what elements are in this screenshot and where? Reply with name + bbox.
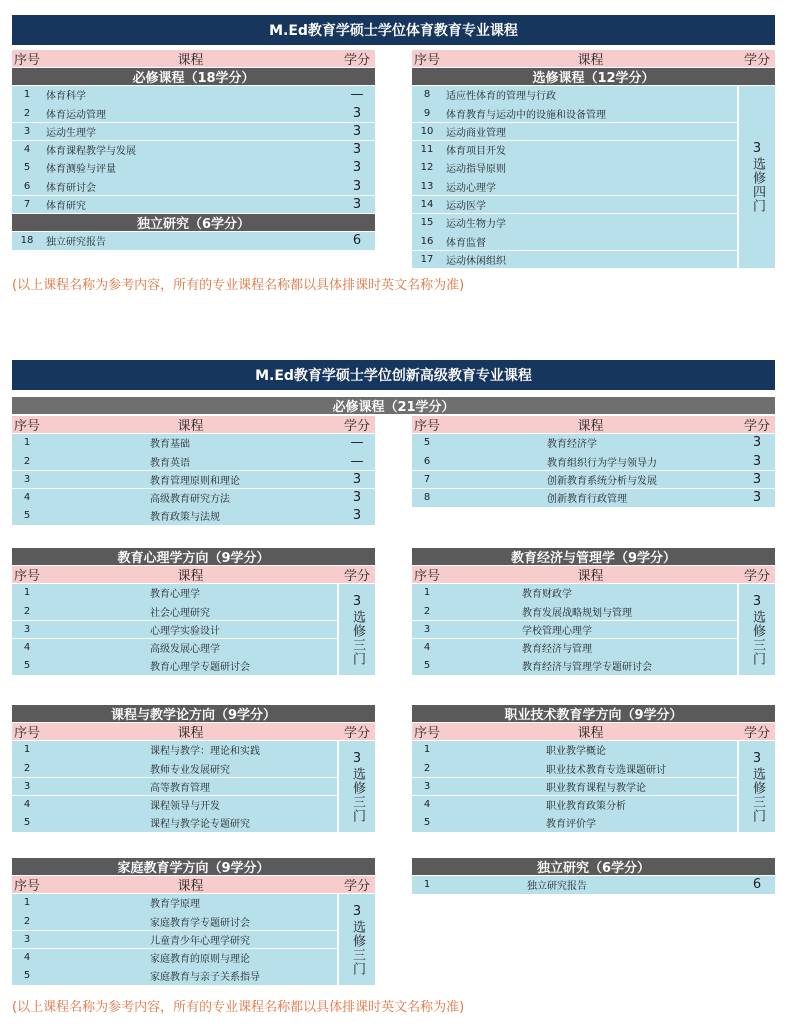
table-row: 5 教育经济与管理学专题研讨会 — [412, 657, 737, 675]
section1-title: M.Ed教育学硕士学位体育教育专业课程 — [269, 23, 518, 39]
table-row: 10 运动商业管理 — [412, 123, 737, 141]
table-row: 1 体育科学 — — [12, 86, 375, 104]
track-title: 课程与教学论方向（9学分） — [12, 705, 375, 722]
track-title: 家庭教育学方向（9学分） — [12, 858, 375, 875]
track-table-4 — [12, 858, 375, 985]
table-header: 序号 课程 学分 — [12, 416, 375, 433]
table-row: 11 体育项目开发 — [412, 141, 737, 159]
table-header: 序号 课程 学分 — [412, 723, 775, 740]
sec1-elective-table — [412, 50, 775, 269]
table-row: 5 教育经济学 3 — [412, 434, 775, 452]
elective-credit-cell — [739, 86, 775, 268]
table-row: 3 心理学实验设计 — [12, 621, 337, 639]
table-row: 7 创新教育系统分析与发展 3 — [412, 471, 775, 489]
table-row: 3 高等教育管理 — [12, 778, 337, 796]
table-header — [412, 50, 775, 67]
header-course: 课程 — [177, 53, 204, 68]
table-header: 序号 课程 学分 — [12, 566, 375, 583]
sec1-note: (以上课程名称为参考内容，所有的专业课程名称都以具体排课时英文名称为准) — [12, 278, 465, 293]
table-row: 2 社会心理研究 — [12, 602, 337, 620]
section2-title-bar — [12, 360, 775, 390]
table-row: 5 家庭教育与亲子关系指导 — [12, 967, 337, 985]
sec1-required-table — [12, 50, 375, 250]
required-section-title: 必修课程（18学分） — [12, 68, 375, 85]
section1-title-bar — [12, 15, 775, 45]
table-row: 1 教育学原理 — [12, 894, 337, 912]
table-row: 3 职业教育课程与教学论 — [412, 778, 737, 796]
research-section-title: 独立研究（6学分） — [412, 858, 775, 875]
table-row: 3 儿童青少年心理学研究 — [12, 931, 337, 949]
table-row: 2 教育英语 — — [12, 452, 375, 470]
table-row: 9 体育教育与运动中的设施和设备管理 — [412, 104, 737, 122]
header-credit: 学分 — [343, 53, 370, 68]
table-row: 6 体育研讨会 3 — [12, 177, 375, 195]
track-title: 职业技术教育学方向（9学分） — [412, 705, 775, 722]
track-table-0 — [12, 548, 375, 675]
table-row: 4 高级教育研究方法 3 — [12, 489, 375, 507]
table-row: 5 教育心理学专题研讨会 — [12, 657, 337, 675]
track-table-2 — [12, 705, 375, 832]
track-table-1 — [412, 548, 775, 675]
table-row: 1 教育财政学 — [412, 584, 737, 602]
table-row: 4 职业教育政策分析 — [412, 796, 737, 814]
table-row: 1 独立研究报告 6 — [412, 876, 775, 894]
table-row: 2 职业技术教育专选课题研讨 — [412, 759, 737, 777]
track-title: 教育经济与管理学（9学分） — [412, 548, 775, 565]
elective-section-title: 选修课程（12学分） — [412, 68, 775, 85]
table-row: 6 教育组织行为学与领导力 3 — [412, 452, 775, 470]
elective-rows — [412, 86, 775, 268]
table-row: 12 运动指导原则 — [412, 159, 737, 177]
table-row: 3 学校管理心理学 — [412, 621, 737, 639]
header-no: 序号 — [14, 53, 41, 68]
table-row: 2 教师专业发展研究 — [12, 759, 337, 777]
table-row: 1 教育心理学 — [12, 584, 337, 602]
table-row: 17 运动休闲组织 — [412, 251, 737, 269]
sec2-research-table — [412, 858, 775, 894]
table-row: 3 运动生理学 3 — [12, 123, 375, 141]
table-header: 序号 课程 学分 — [12, 876, 375, 893]
table-row: 13 运动心理学 — [412, 177, 737, 195]
track-credit-cell: 3 选修三门 — [739, 741, 775, 832]
table-row: 5 课程与教学论专题研究 — [12, 814, 337, 832]
track-credit-cell: 3 选修三门 — [339, 741, 375, 832]
table-row: 7 体育研究 3 — [12, 196, 375, 214]
table-row: 5 教育政策与法规 3 — [12, 507, 375, 525]
table-row: 8 创新教育行政管理 3 — [412, 489, 775, 507]
research-section-title: 独立研究（6学分） — [12, 214, 375, 231]
table-row: 2 家庭教育学专题研讨会 — [12, 912, 337, 930]
table-header: 序号 课程 学分 — [412, 566, 775, 583]
required-rows — [12, 86, 375, 213]
table-row: 4 课程领导与开发 — [12, 796, 337, 814]
elective-rule: 选修四门 — [750, 157, 765, 213]
sec2-required-title: 必修课程（21学分） — [12, 397, 775, 414]
table-row: 4 教育经济与管理 — [412, 639, 737, 657]
table-row: 5 教育评价学 — [412, 814, 737, 832]
track-credit-cell: 3 选修三门 — [339, 894, 375, 985]
elective-credit: 3 — [752, 141, 762, 156]
table-row: 5 体育测验与评量 3 — [12, 159, 375, 177]
track-credit-cell: 3 选修三门 — [739, 584, 775, 675]
sec2-required-left — [12, 416, 375, 525]
table-row: 18 独立研究报告 6 — [12, 232, 375, 250]
table-row: 1 教育基础 — — [12, 434, 375, 452]
table-row: 4 高级发展心理学 — [12, 639, 337, 657]
table-row: 4 家庭教育的原则与理论 — [12, 949, 337, 967]
section2-title: M.Ed教育学硕士学位创新高级教育专业课程 — [255, 368, 532, 384]
table-row: 15 运动生物力学 — [412, 214, 737, 232]
table-header — [12, 50, 375, 67]
track-title: 教育心理学方向（9学分） — [12, 548, 375, 565]
table-row: 1 课程与教学：理论和实践 — [12, 741, 337, 759]
header-course: 课程 — [577, 53, 604, 68]
table-row: 4 体育课程教学与发展 3 — [12, 141, 375, 159]
header-credit: 学分 — [743, 53, 770, 68]
table-row: 14 运动医学 — [412, 196, 737, 214]
table-header: 序号 课程 学分 — [412, 416, 775, 433]
table-row: 2 教育发展战略规划与管理 — [412, 602, 737, 620]
table-header: 序号 课程 学分 — [12, 723, 375, 740]
header-no: 序号 — [414, 53, 441, 68]
track-table-3 — [412, 705, 775, 832]
track-credit-cell: 3 选修三门 — [339, 584, 375, 675]
table-row: 3 教育管理原则和理论 3 — [12, 471, 375, 489]
sec2-required-right — [412, 416, 775, 507]
table-row: 2 体育运动管理 3 — [12, 104, 375, 122]
table-row: 8 适应性体育的管理与行政 — [412, 86, 737, 104]
table-row: 16 体育监督 — [412, 232, 737, 250]
sec2-note: (以上课程名称为参考内容，所有的专业课程名称都以具体排课时英文名称为准) — [12, 1000, 465, 1015]
table-row: 1 职业教学概论 — [412, 741, 737, 759]
